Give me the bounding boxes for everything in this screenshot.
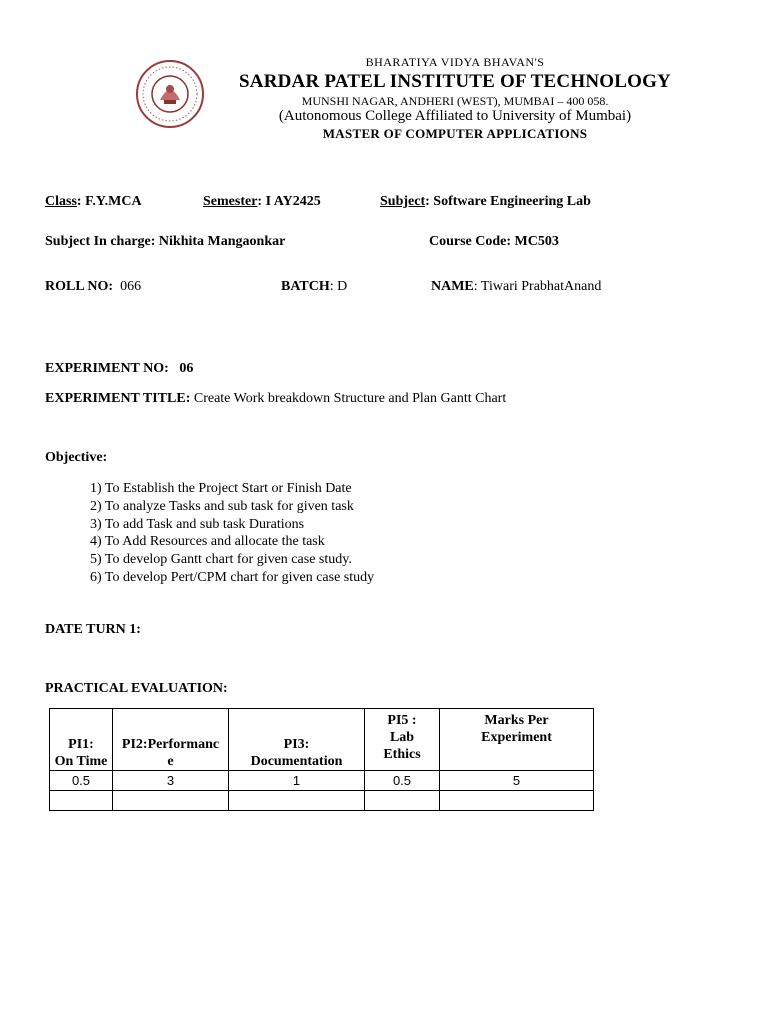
subject-value: : Software Engineering Lab [425, 194, 591, 209]
objective-item: 4) To Add Resources and allocate the task [90, 534, 325, 550]
header-marks: Marks Per Experiment [440, 709, 594, 771]
header-pi3: PI3: Documentation [229, 709, 365, 771]
experiment-title-label: EXPERIMENT TITLE: [45, 391, 191, 406]
score-cell-pi5[interactable] [365, 791, 440, 811]
header-address: MUNSHI NAGAR, ANDHERI (WEST), MUMBAI – 400 058. [301, 94, 609, 108]
objective-list [90, 480, 374, 587]
cell-pi1: 0.5 [50, 771, 113, 791]
objective-item: 2) To analyze Tasks and sub task for given task [90, 498, 354, 514]
score-cell-pi3[interactable] [229, 791, 365, 811]
subject-label: Subject [380, 194, 426, 209]
evaluation-score-row [50, 791, 594, 811]
objective-heading: Objective: [45, 450, 108, 465]
header-institute-name: SARDAR PATEL INSTITUTE OF TECHNOLOGY [239, 71, 671, 92]
cell-pi3: 1 [229, 771, 365, 791]
name-field [431, 279, 601, 295]
roll-label: ROLL NO: [45, 279, 114, 294]
course-code: Course Code: MC503 [429, 234, 559, 249]
objective-item: 5) To develop Gantt chart for given case study. [90, 552, 352, 568]
header-trust-name: BHARATIYA VIDYA BHAVAN'S [365, 55, 545, 69]
class-value: : F.Y.MCA [76, 194, 142, 209]
semester-label: Semester [203, 194, 258, 209]
objective-item: 1) To Establish the Project Start or Finish Date [90, 481, 352, 496]
college-seal-logo [130, 56, 210, 132]
objective-item: 6) To develop Pert/CPM chart for given case study [90, 569, 375, 585]
experiment-title-value: Create Work breakdown Structure and Plan Gantt Chart [193, 391, 507, 406]
class-label: Class [45, 194, 77, 209]
cell-pi2: 3 [113, 771, 229, 791]
semester-field [203, 194, 321, 210]
cell-pi5: 0.5 [365, 771, 440, 791]
experiment-no-label: EXPERIMENT NO: [45, 361, 169, 376]
class-field [45, 194, 142, 210]
practical-evaluation-heading: PRACTICAL EVALUATION: [45, 681, 228, 696]
score-cell-pi1[interactable] [50, 791, 113, 811]
header-pi5: PI5 : Lab Ethics [365, 709, 440, 771]
header-pi1: PI1: On Time [50, 709, 113, 771]
batch-field [281, 279, 347, 295]
subject-field [380, 194, 591, 210]
date-turn-label: DATE TURN 1: [45, 622, 141, 637]
header-affiliation: (Autonomous College Affiliated to University of Mumbai) [278, 108, 632, 124]
header-pi2: PI2:Performanc e [113, 709, 229, 771]
roll-value: 066 [120, 279, 142, 294]
score-cell-marks[interactable] [440, 791, 594, 811]
semester-value: : I AY2425 [257, 194, 321, 209]
header-department: MASTER OF COMPUTER APPLICATIONS [322, 126, 588, 141]
evaluation-header-row [50, 709, 594, 771]
name-label: NAME [431, 279, 474, 294]
experiment-no-value: 06 [179, 361, 194, 376]
roll-field [45, 279, 141, 295]
experiment-no [45, 361, 193, 377]
cell-marks: 5 [440, 771, 594, 791]
score-cell-pi2[interactable] [113, 791, 229, 811]
batch-label: BATCH [281, 279, 330, 294]
subject-incharge: Subject In charge: Nikhita Mangaonkar [45, 234, 286, 249]
experiment-title [45, 391, 506, 407]
batch-value: : D [329, 279, 348, 294]
evaluation-table [49, 708, 594, 811]
name-value: : Tiwari PrabhatAnand [473, 279, 602, 294]
evaluation-marks-row [50, 771, 594, 791]
objective-item: 3) To add Task and sub task Durations [90, 516, 305, 532]
